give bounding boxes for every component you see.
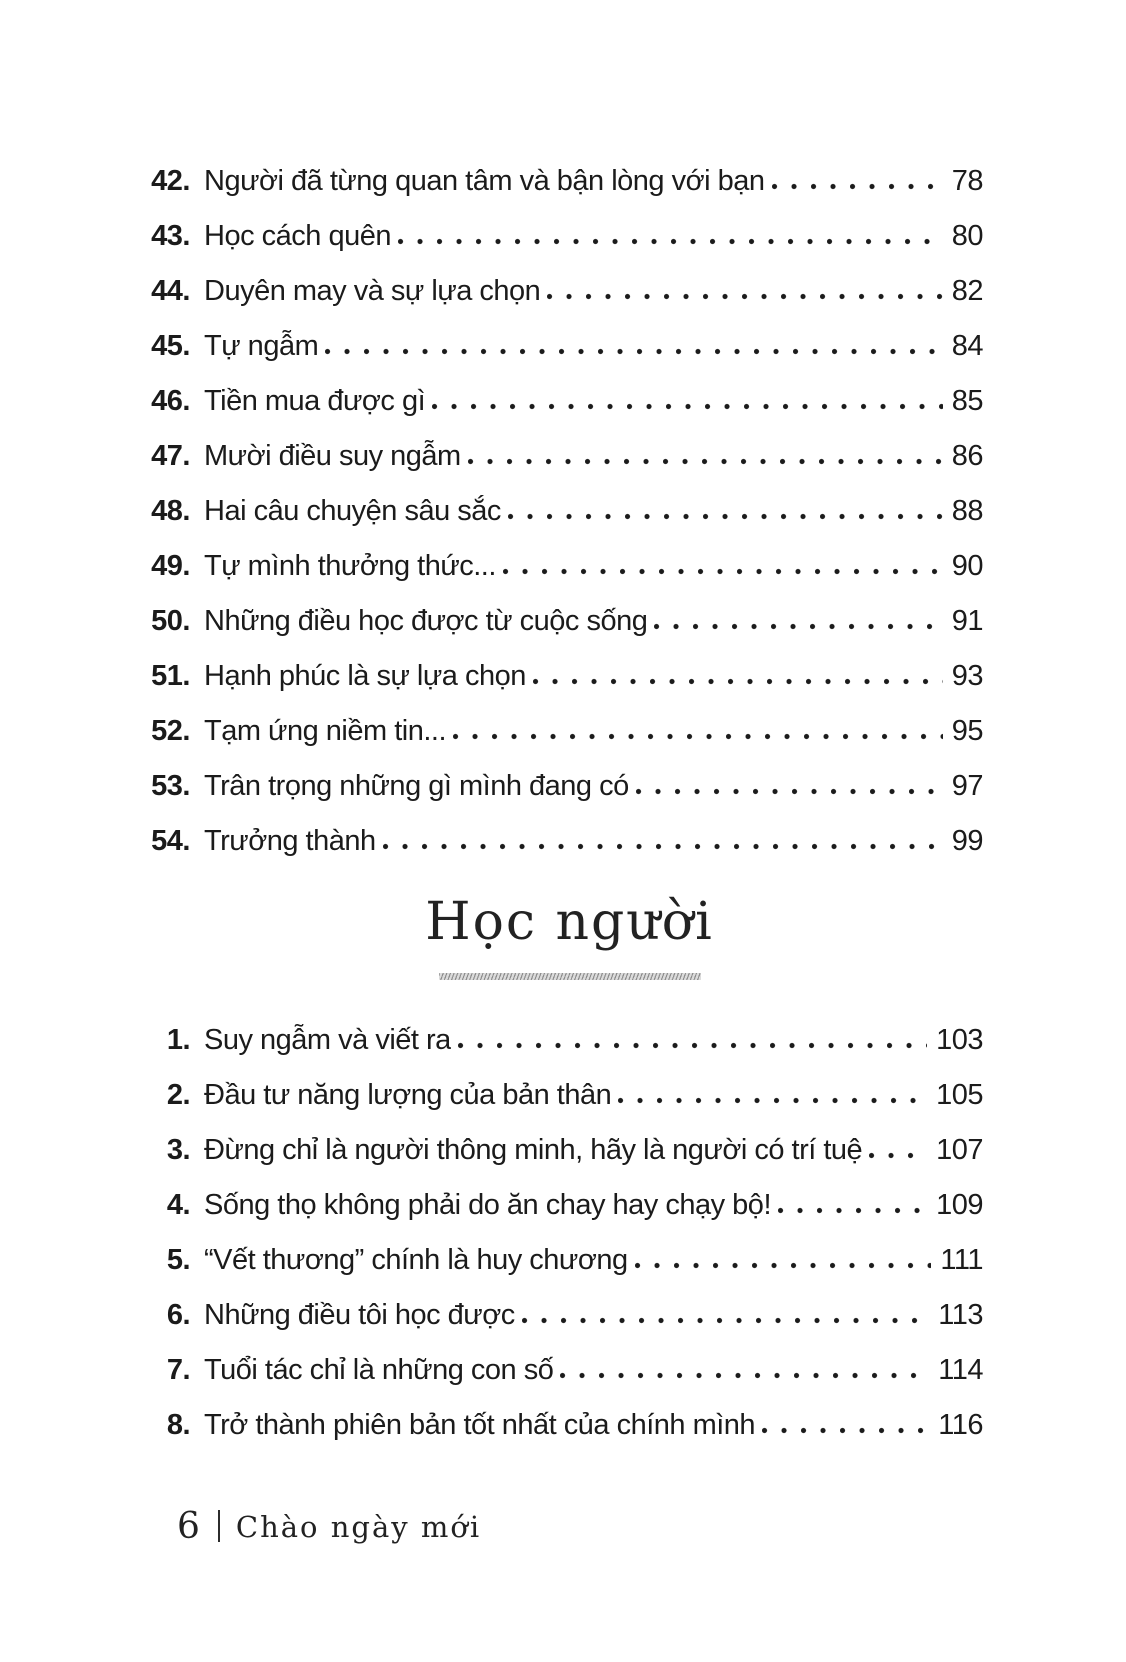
entry-number: 4. — [166, 1189, 190, 1221]
toc-entry — [60, 814, 983, 869]
entry-title: Hai câu chuyện sâu sắc — [204, 495, 501, 527]
toc-entry — [60, 374, 983, 429]
entry-number: 43. — [151, 220, 190, 252]
toc-entry — [60, 1068, 983, 1123]
toc-entry — [60, 1233, 983, 1288]
toc-entry — [60, 1123, 983, 1178]
entry-title: Tự ngẫm — [204, 330, 319, 362]
entry-page-number: 114 — [938, 1354, 983, 1386]
entry-number: 6. — [166, 1299, 190, 1331]
toc-section-hoc-nguoi — [60, 887, 983, 1453]
toc-entry — [60, 319, 983, 374]
entry-page-number: 97 — [951, 770, 983, 802]
toc-entry-list — [60, 154, 983, 869]
entry-number: 1. — [166, 1024, 190, 1056]
dot-leader — [778, 1207, 927, 1214]
entry-title: Những điều tôi học được — [204, 1299, 515, 1331]
entry-page-number: 95 — [951, 715, 983, 747]
dot-leader — [869, 1152, 927, 1159]
entry-page-number: 91 — [951, 605, 983, 637]
dot-leader — [508, 513, 943, 520]
entry-number: 52. — [151, 715, 190, 747]
entry-title: Mười điều suy ngẫm — [204, 440, 461, 472]
toc-entry — [60, 209, 983, 264]
entry-title: Sống thọ không phải do ăn chay hay chạy bộ! — [204, 1189, 771, 1221]
toc-entry — [60, 1343, 983, 1398]
entry-number: 3. — [166, 1134, 190, 1166]
entry-title: Đầu tư năng lượng của bản thân — [204, 1079, 612, 1111]
entry-number: 49. — [151, 550, 190, 582]
entry-title: “Vết thương” chính là huy chương — [204, 1244, 628, 1276]
entry-page-number: 85 — [951, 385, 983, 417]
entry-page-number: 84 — [951, 330, 983, 362]
entry-page-number: 111 — [940, 1244, 983, 1276]
entry-number: 44. — [151, 275, 190, 307]
toc-entry-list — [60, 1013, 983, 1453]
dot-leader — [398, 238, 943, 245]
dot-leader — [547, 293, 942, 300]
entry-page-number: 99 — [951, 825, 983, 857]
entry-page-number: 107 — [936, 1134, 983, 1166]
page-footer — [177, 1503, 983, 1549]
footer-divider — [218, 1510, 220, 1542]
toc-entry — [60, 154, 983, 209]
dot-leader — [503, 568, 943, 575]
entry-title: Suy ngẫm và viết ra — [204, 1024, 451, 1056]
toc-entry — [60, 594, 983, 649]
toc-section-continued — [60, 154, 983, 869]
entry-number: 47. — [151, 440, 190, 472]
entry-number: 53. — [151, 770, 190, 802]
dot-leader — [458, 1042, 927, 1049]
entry-title: Đừng chỉ là người thông minh, hãy là người có trí tuệ — [204, 1134, 863, 1166]
dot-leader — [383, 843, 943, 850]
dot-leader — [560, 1372, 929, 1379]
entry-number: 51. — [151, 660, 190, 692]
toc-entry — [60, 1288, 983, 1343]
entry-number: 45. — [151, 330, 190, 362]
entry-page-number: 103 — [936, 1024, 983, 1056]
entry-number: 5. — [166, 1244, 190, 1276]
dot-leader — [772, 183, 943, 190]
toc-entry — [60, 484, 983, 539]
entry-page-number: 109 — [936, 1189, 983, 1221]
entry-page-number: 105 — [936, 1079, 983, 1111]
entry-page-number: 113 — [938, 1299, 983, 1331]
toc-entry — [60, 1178, 983, 1233]
entry-title: Trưởng thành — [204, 825, 376, 857]
dot-leader — [654, 623, 942, 630]
toc-entry — [60, 264, 983, 319]
toc-entry — [60, 1013, 983, 1068]
entry-title: Tuổi tác chỉ là những con số — [204, 1354, 554, 1386]
dot-leader — [533, 678, 943, 685]
entry-number: 46. — [151, 385, 190, 417]
entry-title: Tiền mua được gì — [204, 385, 426, 417]
entry-number: 7. — [166, 1354, 190, 1386]
dot-leader — [432, 403, 943, 410]
entry-number: 50. — [151, 605, 190, 637]
section-heading-block — [108, 887, 1031, 980]
entry-number: 8. — [166, 1409, 190, 1441]
entry-title: Trở thành phiên bản tốt nhất của chính mình — [204, 1409, 756, 1441]
toc-entry — [60, 759, 983, 814]
section-heading: Học người — [425, 892, 714, 952]
footer-page-number: 6 — [177, 1505, 200, 1547]
dot-leader — [635, 1262, 932, 1269]
dot-leader — [762, 1427, 929, 1434]
entry-title: Tạm ứng niềm tin... — [204, 715, 446, 747]
dot-leader — [468, 458, 943, 465]
entry-page-number: 80 — [951, 220, 983, 252]
entry-title: Học cách quên — [204, 220, 391, 252]
entry-page-number: 90 — [951, 550, 983, 582]
entry-page-number: 88 — [951, 495, 983, 527]
dot-leader — [453, 733, 943, 740]
entry-number: 48. — [151, 495, 190, 527]
entry-number: 54. — [151, 825, 190, 857]
entry-title: Trân trọng những gì mình đang có — [204, 770, 629, 802]
entry-page-number: 78 — [951, 165, 983, 197]
entry-number: 42. — [151, 165, 190, 197]
entry-title: Tự mình thưởng thức... — [204, 550, 496, 582]
dot-leader — [522, 1317, 930, 1324]
toc-entry — [60, 539, 983, 594]
entry-number: 2. — [166, 1079, 190, 1111]
entry-title: Những điều học được từ cuộc sống — [204, 605, 648, 637]
dot-leader — [618, 1097, 927, 1104]
dot-leader — [325, 348, 943, 355]
entry-page-number: 116 — [938, 1409, 983, 1441]
toc-entry — [60, 649, 983, 704]
entry-page-number: 86 — [951, 440, 983, 472]
entry-title: Người đã từng quan tâm và bận lòng với bạn — [204, 165, 765, 197]
entry-page-number: 93 — [951, 660, 983, 692]
toc-entry — [60, 429, 983, 484]
toc-entry — [60, 704, 983, 759]
dot-leader — [636, 788, 943, 795]
footer-book-title: Chào ngày mới — [235, 1510, 482, 1544]
entry-title: Duyên may và sự lựa chọn — [204, 275, 541, 307]
toc-entry — [60, 1398, 983, 1453]
entry-page-number: 82 — [951, 275, 983, 307]
entry-title: Hạnh phúc là sự lựa chọn — [204, 660, 526, 692]
heading-underline-decoration — [439, 973, 701, 980]
